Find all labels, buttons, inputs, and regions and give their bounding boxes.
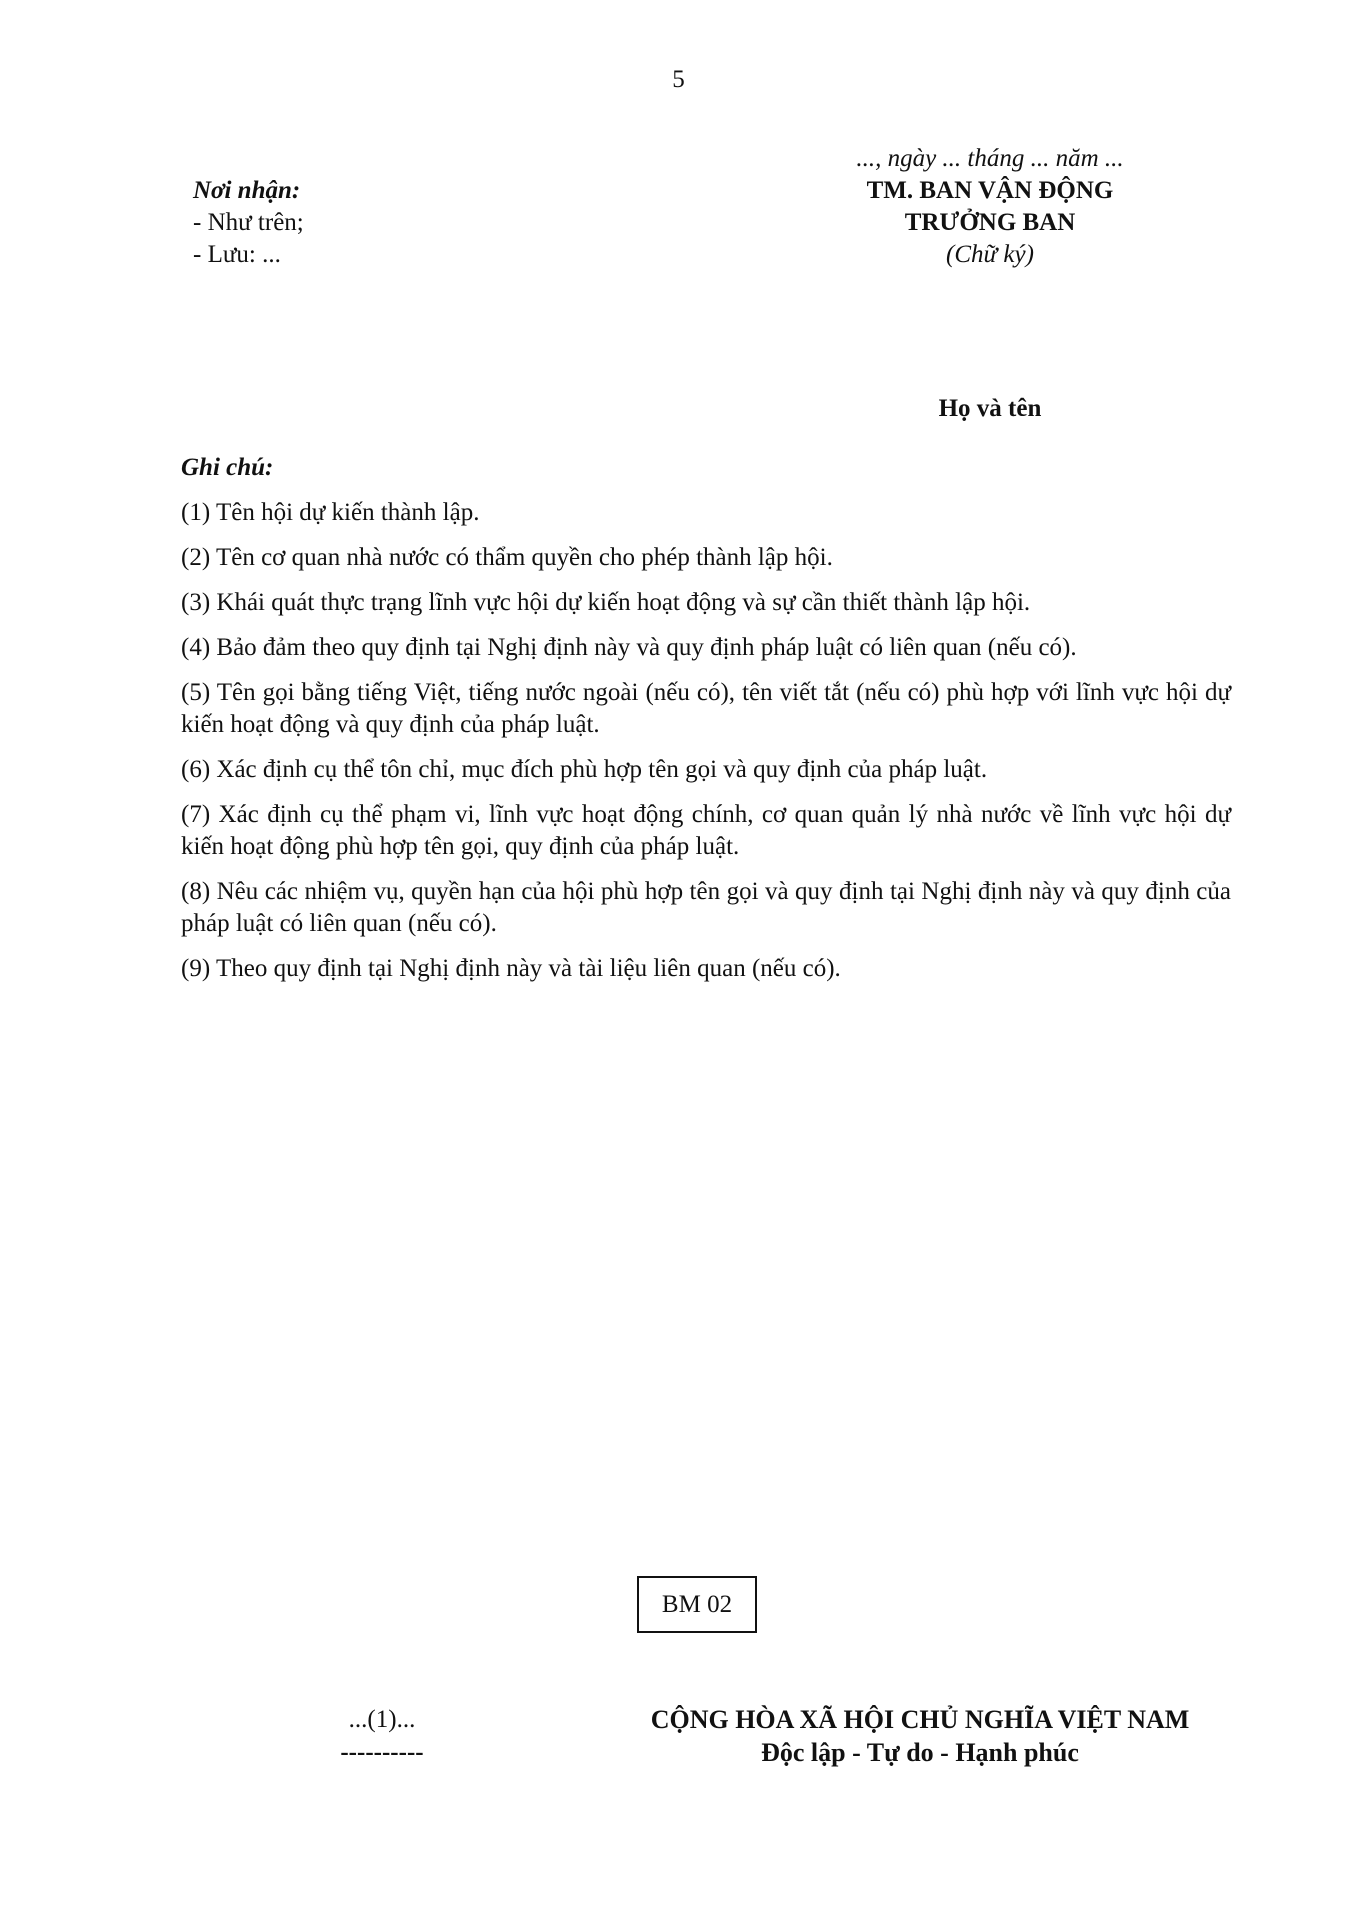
page-number: 5 xyxy=(672,66,685,93)
org-line: TM. BAN VẬN ĐỘNG xyxy=(866,177,1114,204)
signature-note: (Chữ ký) xyxy=(946,241,1034,268)
date-line: ..., ngày ... tháng ... năm ... xyxy=(856,145,1124,172)
country-name: CỘNG HÒA XÃ HỘI CHỦ NGHĨA VIỆT NAM xyxy=(650,1705,1190,1734)
notes-section xyxy=(181,452,1231,998)
national-header xyxy=(600,1703,1240,1769)
recipients-heading: Nơi nhận: xyxy=(193,177,301,204)
agency-block xyxy=(282,1703,482,1769)
role-line: TRƯỞNG BAN xyxy=(904,209,1076,236)
note-item: (3) Khái quát thực trạng lĩnh vực hội dự kiến hoạt động và sự cần thiết thành lập hội. xyxy=(181,589,1031,616)
form-code-box xyxy=(637,1576,757,1633)
note-item: (1) Tên hội dự kiến thành lập. xyxy=(181,499,480,526)
form-code-label: BM 02 xyxy=(661,1590,733,1618)
note-item: (9) Theo quy định tại Nghị định này và tài liệu liên quan (nếu có). xyxy=(181,955,841,982)
note-item: (5) Tên gọi bằng tiếng Việt, tiếng nước ngoài (nếu có), tên viết tắt (nếu có) phù hợp với lĩnh vực hội dự kiến hoạt động và quy định của pháp luật. xyxy=(181,679,1231,738)
note-item: (6) Xác định cụ thể tôn chỉ, mục đích phù hợp tên gọi và quy định của pháp luật. xyxy=(181,756,988,783)
recipient-line: - Như trên; xyxy=(193,209,304,236)
national-motto: Độc lập - Tự do - Hạnh phúc xyxy=(761,1738,1079,1767)
agency-name: ...(1)... xyxy=(348,1706,416,1733)
recipient-line: - Lưu: ... xyxy=(193,241,281,268)
recipients-block xyxy=(193,175,304,271)
notes-title: Ghi chú: xyxy=(181,454,274,481)
note-item: (2) Tên cơ quan nhà nước có thẩm quyền cho phép thành lập hội. xyxy=(181,544,833,571)
signature-block xyxy=(790,143,1190,271)
agency-divider: ---------- xyxy=(340,1739,424,1766)
note-item: (7) Xác định cụ thể phạm vi, lĩnh vực hoạt động chính, cơ quan quản lý nhà nước về lĩnh vực hội dự kiến hoạt động phù hợp tên gọi, quy định của pháp luật. xyxy=(181,801,1231,860)
note-item: (4) Bảo đảm theo quy định tại Nghị định này và quy định pháp luật có liên quan (nếu có). xyxy=(181,634,1077,661)
note-item: (8) Nêu các nhiệm vụ, quyền hạn của hội phù hợp tên gọi và quy định tại Nghị định này và quy định của pháp luật có liên quan (nếu có). xyxy=(181,878,1231,937)
signer-name: Họ và tên xyxy=(938,395,1042,422)
